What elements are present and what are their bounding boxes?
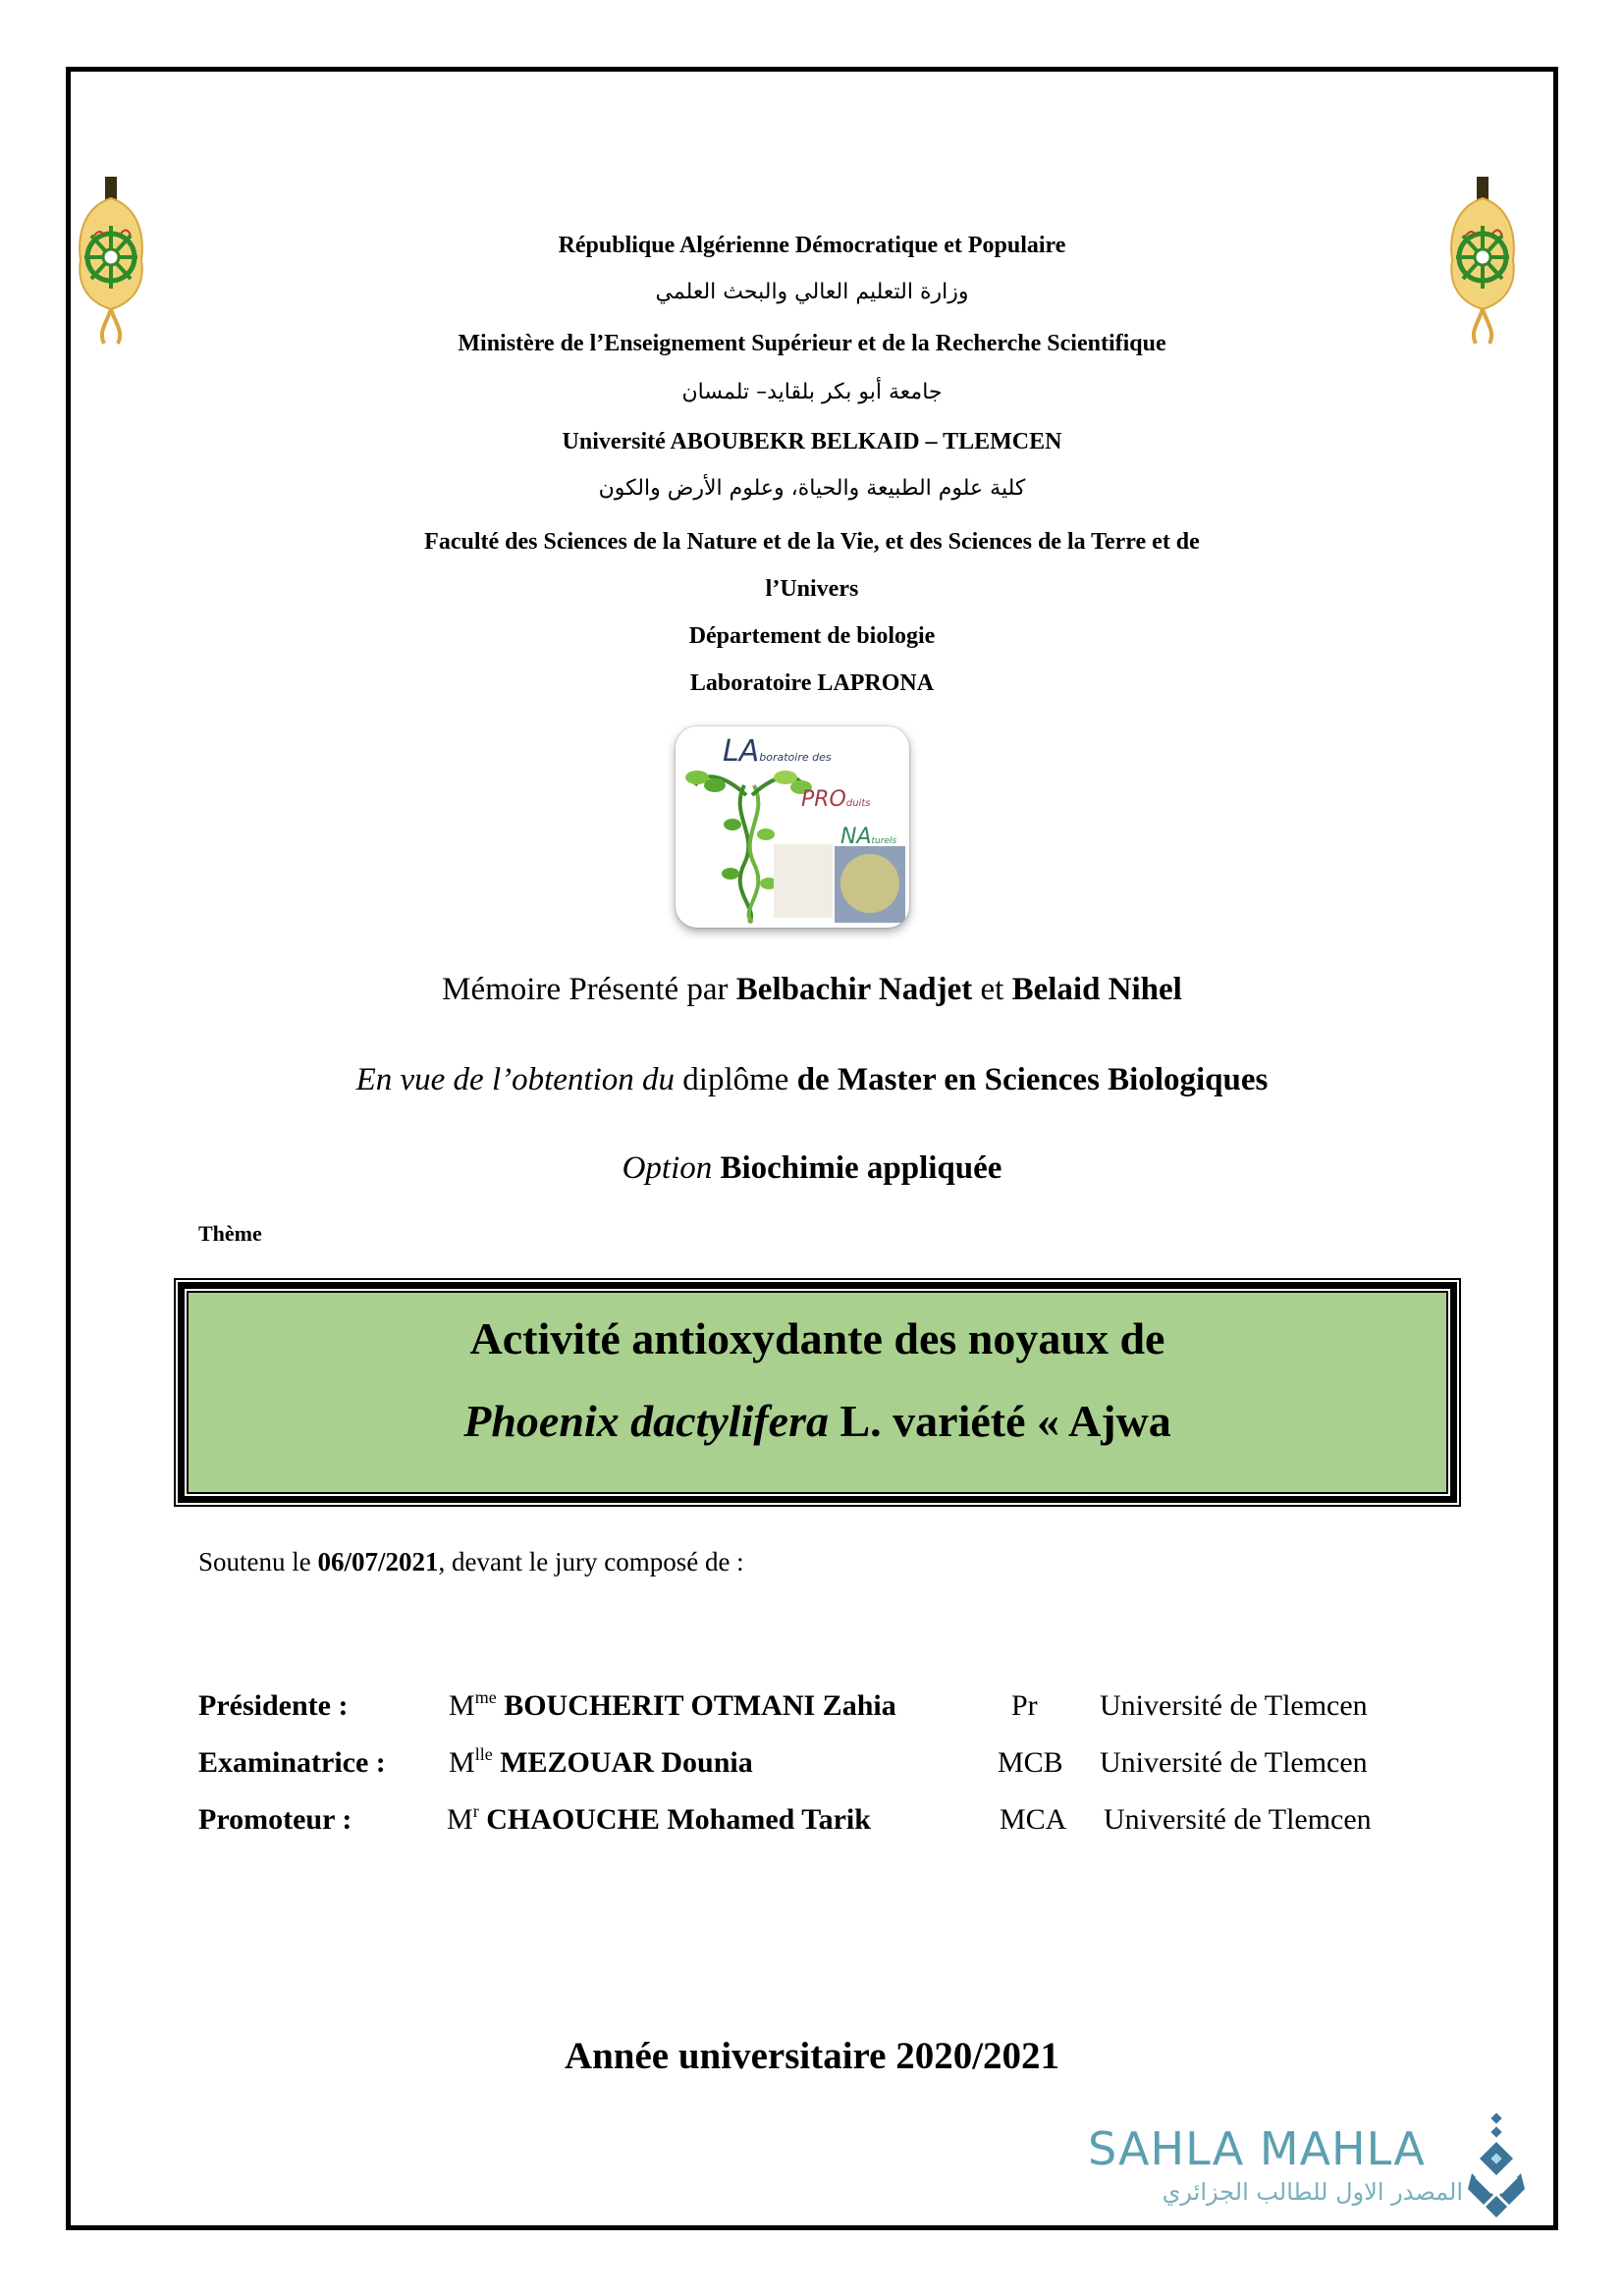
university-crest-right — [1448, 177, 1517, 346]
department-line: Département de biologie — [688, 623, 936, 649]
laprona-logo — [676, 726, 909, 928]
jury-role: Présidente : — [198, 1689, 349, 1722]
jury-row — [198, 1743, 1475, 1783]
jury-name: CHAOUCHE Mohamed Tarik — [486, 1803, 871, 1836]
ministry-line: Ministère de l’Enseignement Supérieur et de la Recherche Scientifique — [458, 331, 1166, 356]
logo-la: LA — [723, 734, 760, 769]
theme-box — [174, 1278, 1461, 1507]
defense-date: 06/07/2021 — [317, 1547, 439, 1576]
jury-title: M — [449, 1689, 475, 1722]
degree-name: de Master en Sciences Biologiques — [796, 1062, 1269, 1097]
presented-by-line — [0, 970, 1624, 1009]
university-crest-left — [77, 177, 145, 346]
jury-name: BOUCHERIT OTMANI Zahia — [504, 1689, 896, 1722]
theme-title-line2 — [189, 1395, 1446, 1448]
author-2: Belaid Nihel — [1011, 972, 1182, 1007]
jury-title-sup: me — [474, 1687, 497, 1707]
faculty-line-cont: l’Univers — [765, 576, 859, 602]
jury-member — [447, 1800, 871, 1840]
variety-name: L. variété « Ajwa — [839, 1396, 1171, 1446]
jury-title: M — [447, 1803, 473, 1836]
author-conj: et — [980, 972, 1004, 1007]
jury-institution: Université de Tlemcen — [1100, 1689, 1368, 1722]
academic-year: Année universitaire 2020/2021 — [564, 2035, 1060, 2077]
ministry-line-ar: وزارة التعليم العالي والبحث العلمي — [655, 280, 969, 304]
faculty-line-ar: كلية علوم الطبيعة والحياة، وعلوم الأرض والكون — [598, 476, 1026, 501]
author-1: Belbachir Nadjet — [735, 972, 973, 1007]
sahla-mahla-logo-icon — [1466, 2112, 1527, 2222]
faculty-line: Faculté des Sciences de la Nature et de la Vie, et des Sciences de la Terre et de — [424, 529, 1200, 555]
logo-pro-rest: duits — [845, 798, 871, 809]
jury-role: Promoteur : — [198, 1803, 352, 1836]
jury-member — [449, 1686, 896, 1726]
laboratory-line: Laboratoire LAPRONA — [689, 670, 935, 696]
jury-role: Examinatrice : — [198, 1746, 386, 1779]
jury-institution: Université de Tlemcen — [1100, 1746, 1368, 1779]
theme-label: Thème — [198, 1221, 262, 1246]
option-label: Option — [622, 1150, 713, 1186]
jury-member — [449, 1743, 753, 1783]
logo-na-rest: turels — [871, 836, 897, 846]
jury-name: MEZOUAR Dounia — [500, 1746, 753, 1779]
logo-na: NA — [840, 825, 872, 849]
logo-pro: PRO — [801, 787, 846, 812]
sahla-mahla-tagline: المصدر الاول للطالب الجزائري — [1162, 2178, 1463, 2206]
defense-suffix: , devant le jury composé de : — [438, 1547, 744, 1576]
species-name: Phoenix dactylifera — [463, 1396, 829, 1446]
jury-institution: Université de Tlemcen — [1104, 1803, 1372, 1836]
degree-word: diplôme — [682, 1062, 789, 1097]
degree-line — [0, 1060, 1624, 1099]
university-line-ar: جامعة أبو بكر بلقايد– تلمسان — [681, 380, 943, 404]
jury-grade: Pr — [1011, 1689, 1038, 1722]
sahla-mahla-brand: SAHLA MAHLA — [1088, 2122, 1426, 2175]
jury-title-sup: lle — [474, 1744, 493, 1764]
sahla-mahla-watermark — [1088, 2112, 1525, 2222]
republic-line: République Algérienne Démocratique et Populaire — [558, 233, 1066, 258]
jury-title-sup: r — [472, 1801, 479, 1821]
jury-row — [198, 1800, 1475, 1840]
logo-la-rest: boratoire des — [759, 751, 832, 764]
option-value: Biochimie appliquée — [720, 1150, 1002, 1186]
theme-title-line1: Activité antioxydante des noyaux de — [469, 1313, 1165, 1363]
defense-line — [198, 1545, 744, 1578]
defense-prefix: Soutenu le — [198, 1547, 311, 1576]
jury-grade: MCA — [1000, 1803, 1067, 1836]
university-line: Université ABOUBEKR BELKAID – TLEMCEN — [562, 429, 1062, 454]
jury-title: M — [449, 1746, 475, 1779]
jury-row — [198, 1686, 1475, 1726]
presented-by-label: Mémoire Présenté par — [442, 972, 729, 1007]
option-line — [0, 1148, 1624, 1188]
jury-grade: MCB — [998, 1746, 1063, 1779]
degree-prefix: En vue de l’obtention du — [355, 1062, 676, 1097]
